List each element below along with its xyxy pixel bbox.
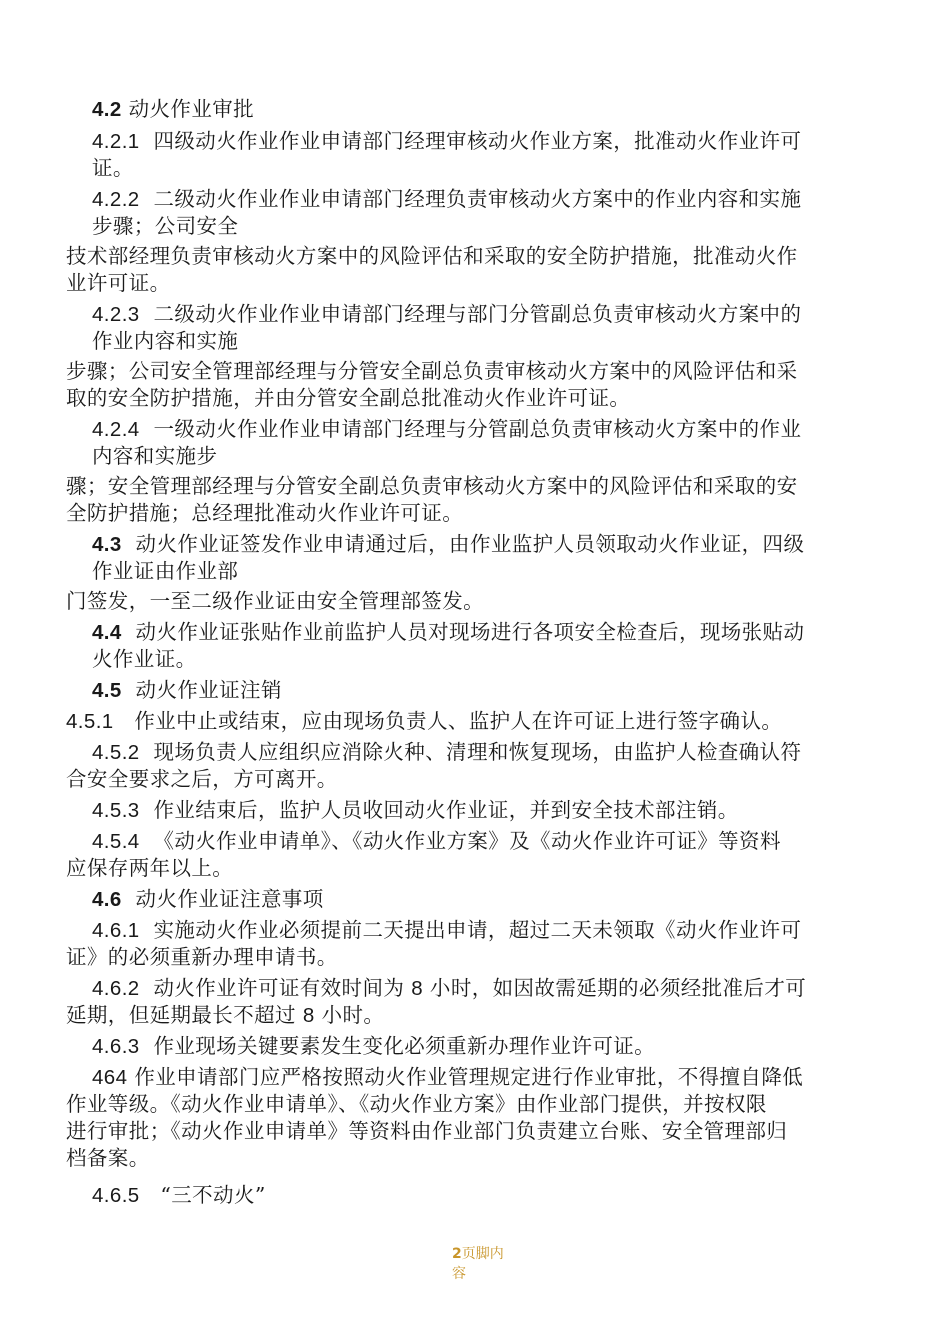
- clause-4-2-3-line-1: 4.2.3 二级动火作业作业申请部门经理与部门分管副总负责审核动火方案中的: [92, 302, 802, 326]
- page-footer: [452, 1244, 504, 1284]
- clause-4-2-3-line-3: 步骤；公司安全管理部经理与分管安全副总负责审核动火方案中的风险评估和采: [66, 359, 798, 383]
- clause-4-2-1-line-1: 4.2.1 四级动火作业作业申请部门经理审核动火作业方案，批准动火作业许可: [92, 129, 802, 153]
- clause-4-5-4-line-1: 4.5.4 《动火作业申请单》、《动火作业方案》及《动火作业许可证》等资料: [92, 829, 781, 853]
- clause-4-3-line-2: 作业证由作业部: [92, 559, 239, 583]
- clause-4-2-4-line-2: 内容和实施步: [92, 444, 218, 468]
- heading-4-2: 4.2 动火作业审批: [92, 97, 255, 121]
- clause-4-2-4-line-3: 骤；安全管理部经理与分管安全副总负责审核动火方案中的风险评估和采取的安: [66, 474, 798, 498]
- clause-4-2-2-line-3: 技术部经理负责审核动火方案中的风险评估和采取的安全防护措施，批准动火作: [66, 244, 798, 268]
- page-number: 2: [452, 1246, 462, 1262]
- clause-4-2-1-line-2: 证。: [92, 156, 134, 180]
- clause-4-5-2-line-2: 合安全要求之后，方可离开。: [66, 767, 338, 791]
- clause-4-2-3-line-4: 取的安全防护措施，并由分管安全副总批准动火作业许可证。: [66, 386, 631, 410]
- clause-4-6-1-line-1: 4.6.1 实施动火作业必须提前二天提出申请，超过二天未领取《动火作业许可: [92, 918, 802, 942]
- clause-4-6-2-line-1: 4.6.2 动火作业许可证有效时间为 8 小时，如因故需延期的必须经批准后才可: [92, 976, 807, 1000]
- clause-4-3-line-1: 4.3 动火作业证签发作业申请通过后，由作业监护人员领取动火作业证，四级: [92, 532, 805, 556]
- clause-4-2-3-line-2: 作业内容和实施: [92, 329, 239, 353]
- clause-4-5-2-line-1: 4.5.2 现场负责人应组织应消除火种、清理和恢复现场，由监护人检查确认符: [92, 740, 802, 764]
- clause-4-2-4-line-1: 4.2.4 一级动火作业作业申请部门经理与分管副总负责审核动火方案中的作业: [92, 417, 802, 441]
- clause-4-6-4-line-3: 进行审批；《动火作业申请单》等资料由作业部门负责建立台账、安全管理部归: [66, 1119, 788, 1143]
- clause-4-6-4-line-2: 作业等级。《动火作业申请单》、《动火作业方案》由作业部门提供，并按权限: [66, 1092, 767, 1116]
- clause-4-2-2-line-1: 4.2.2 二级动火作业作业申请部门经理负责审核动火方案中的作业内容和实施: [92, 187, 802, 211]
- clause-4-4-line-2: 火作业证。: [92, 647, 197, 671]
- clause-4-2-4-line-4: 全防护措施；总经理批准动火作业许可证。: [66, 501, 464, 525]
- clause-4-6-2-line-2: 延期，但延期最长不超过 8 小时。: [66, 1003, 385, 1027]
- clause-4-5-1: 4.5.1 作业中止或结束，应由现场负责人、监护人在许可证上进行签字确认。: [66, 709, 783, 733]
- heading-4-6: 4.6 动火作业证注意事项: [92, 887, 324, 911]
- clause-4-6-4-line-4: 档备案。: [66, 1146, 150, 1170]
- clause-4-6-4-line-1: 464 作业申请部门应严格按照动火作业管理规定进行作业审批，不得擅自降低: [92, 1065, 804, 1089]
- clause-4-4-line-1: 4.4 动火作业证张贴作业前监护人员对现场进行各项安全检查后，现场张贴动: [92, 620, 805, 644]
- heading-4-5: 4.5 动火作业证注销: [92, 678, 282, 702]
- clause-4-2-2-line-2: 步骤；公司安全: [92, 214, 239, 238]
- footer-line-2: 容: [452, 1266, 466, 1282]
- clause-4-5-3: 4.5.3 作业结束后，监护人员收回动火作业证，并到安全技术部注销。: [92, 798, 739, 822]
- clause-4-6-5: 4.6.5 “三不动火”: [92, 1183, 266, 1207]
- clause-4-6-1-line-2: 证》的必须重新办理申请书。: [66, 945, 338, 969]
- clause-4-3-line-3: 门签发，一至二级作业证由安全管理部签发。: [66, 589, 484, 613]
- clause-4-2-2-line-4: 业许可证。: [66, 271, 171, 295]
- clause-4-5-4-line-2: 应保存两年以上。: [66, 856, 234, 880]
- footer-line-1: 2页脚内: [452, 1246, 504, 1262]
- clause-4-6-3: 4.6.3 作业现场关键要素发生变化必须重新办理作业许可证。: [92, 1034, 656, 1058]
